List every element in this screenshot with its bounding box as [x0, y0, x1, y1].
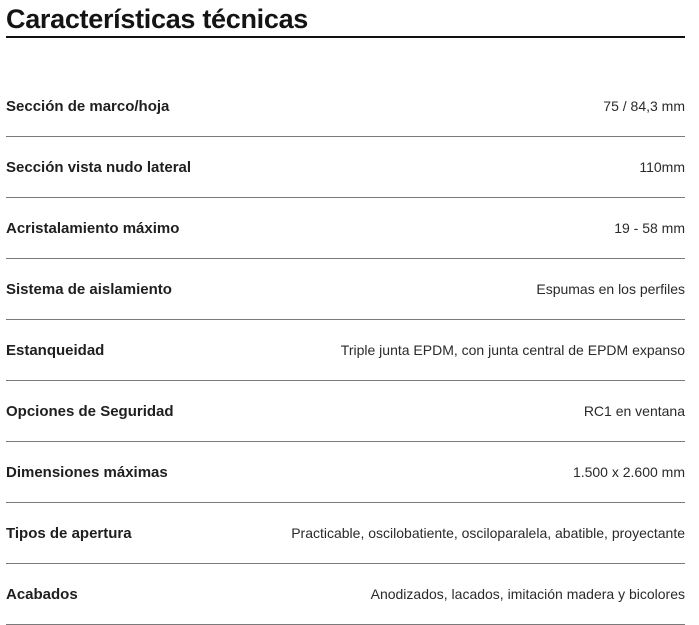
spec-row-sistema-aislamiento	[6, 259, 685, 320]
spec-value: 19 - 58 mm	[614, 220, 685, 236]
spec-label: Sistema de aislamiento	[6, 280, 172, 298]
spec-value: Triple junta EPDM, con junta central de EPDM expanso	[340, 342, 685, 358]
spec-label: Sección de marco/hoja	[6, 97, 170, 115]
spec-value: Practicable, oscilobatiente, osciloparalela, abatible, proyectante	[291, 525, 685, 541]
spec-label: Dimensiones máximas	[6, 463, 168, 481]
spec-row-acristalamiento-maximo	[6, 198, 685, 259]
spec-value: Espumas en los perfiles	[536, 281, 685, 297]
spec-row-dimensiones-maximas	[6, 442, 685, 503]
spec-value: RC1 en ventana	[583, 403, 685, 419]
spec-label: Sección vista nudo lateral	[6, 158, 192, 176]
spec-value: 1.500 x 2.600 mm	[572, 464, 685, 480]
spec-row-tipos-apertura	[6, 503, 685, 564]
spec-label: Tipos de apertura	[6, 524, 132, 542]
spec-label: Opciones de Seguridad	[6, 402, 174, 420]
spec-value: Anodizados, lacados, imitación madera y bicolores	[370, 586, 685, 602]
spec-row-seccion-vista-nudo-lateral	[6, 137, 685, 198]
spec-row-estanqueidad	[6, 320, 685, 381]
spec-row-seccion-marco-hoja	[6, 76, 685, 137]
spec-label: Acristalamiento máximo	[6, 219, 180, 237]
title-divider	[6, 36, 685, 38]
spec-sheet	[6, 0, 685, 625]
page-title: Características técnicas	[6, 4, 308, 34]
spec-value: 110mm	[639, 159, 685, 175]
spec-label: Acabados	[6, 585, 78, 603]
spec-value: 75 / 84,3 mm	[603, 98, 685, 114]
spec-table	[6, 76, 685, 625]
spec-row-opciones-seguridad	[6, 381, 685, 442]
spec-label: Estanqueidad	[6, 341, 105, 359]
